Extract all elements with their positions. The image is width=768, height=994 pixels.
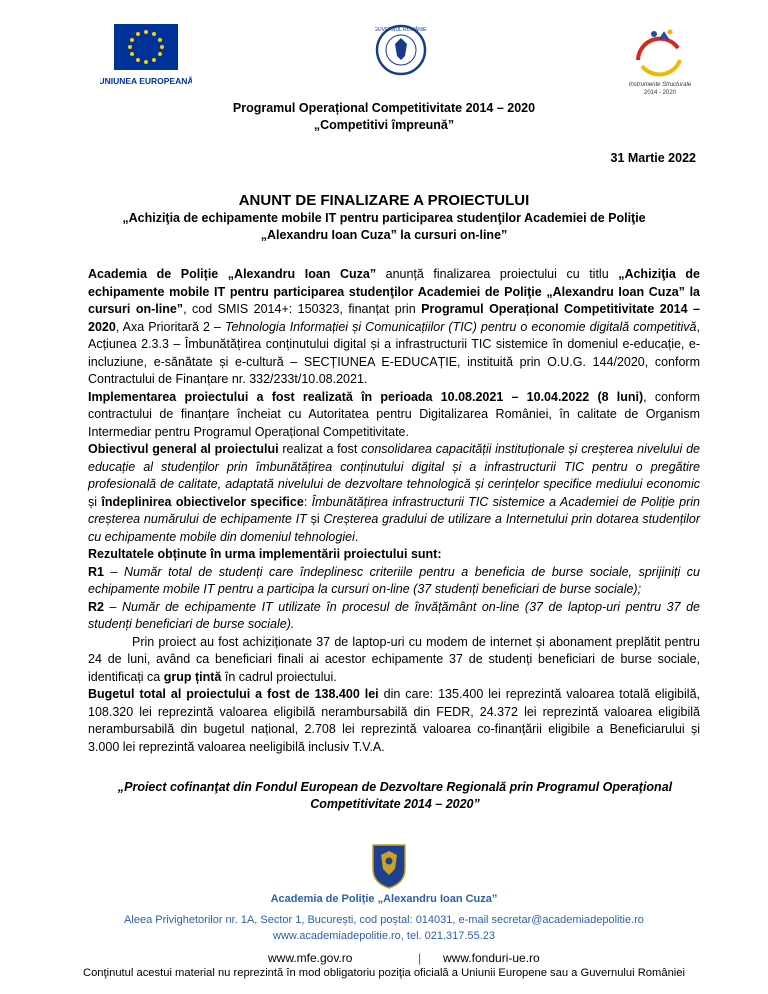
footer-disclaimer: Conţinutul acestui material nu reprezintă în mod obligatoriu poziţia oficială a Uniunii Europene sau a Guvernului României <box>83 967 685 979</box>
link-separator: | <box>418 951 422 965</box>
implementation-paragraph: Implementarea proiectului a fost realizată în perioada 10.08.2021 – 10.04.2022 (8 luni), conform contractului de finanțare încheiat cu Autoritatea pentru Digitalizarea României, în calitate de Organism Intermediar pentru Programul Operațional Competitivitate. <box>88 389 700 439</box>
svg-text:GUVERNUL ROMÂNIEI: GUVERNUL ROMÂNIEI <box>375 27 427 33</box>
eu-flag-icon <box>100 24 192 96</box>
structural-instruments-logo <box>620 20 700 100</box>
structural-instruments-icon <box>620 20 700 100</box>
document-date: 31 Martie 2022 <box>610 151 696 165</box>
project-title-line1: „Achiziţia de echipamente mobile IT pentru participarea studenţilor Academiei de Poliţie <box>122 211 646 225</box>
intro-paragraph: Academia de Poliție „Alexandru Ioan Cuza” anunță finalizarea proiectului cu titlu „Achiziţia de echipamente mobile IT pentru participarea studenţilor Academiei de Poliţie „Alexandru Ioan Cuza” la cursuri on-line”, cod SMIS 2014+: 150323, finanțat prin Programul Operațional Competitivitate 2014 – 2020, Axa Prioritară 2 – Tehnologia Informației și Comunicațiilor (TIC) pentru o economie digitală competitivă, Acțiunea 2.3.3 – Îmbunătățirea conținutului digital și a infrastructurii TIC sistemice în domeniul e-educație, e-incluziune, e-sănătate și e-cultură – SECȚIUNEA E-EDUCAȚIE, instituită prin O.U.G. 144/2020, conform Contractului de Finanțare nr. 332/233t/10.08.2021. <box>88 267 700 386</box>
fonduri-ue-link[interactable]: www.fonduri-ue.ro <box>443 951 540 965</box>
footer-website-phone: www.academiadepolitie.ro, tel. 021.317.55.23 <box>273 930 495 942</box>
government-seal-icon <box>375 22 427 80</box>
cofinance-statement: „Proiect cofinanţat din Fondul European de Dezvoltare Regională prin Programul Operaţional Competitivitate 2014 – 2020” <box>117 780 673 811</box>
footer-address: Aleea Privighetorilor nr. 1A, Sector 1, București, cod poștal: 014031, e-mail secretar@academiadepolitie.ro <box>124 914 644 926</box>
acquisition-paragraph: Prin proiect au fost achiziționate 37 de laptop-uri cu modem de internet și abonament preplătit pentru 24 de luni, având ca beneficiari finali ai acestor echipamente 37 de studenți beneficiari de burse sociale, identificați ca grup țintă în cadrul proiectului. <box>88 634 700 684</box>
svg-text:Instrumente Structurale: Instrumente Structurale <box>628 82 692 88</box>
svg-text:2014 - 2020: 2014 - 2020 <box>643 90 677 96</box>
budget-paragraph: Bugetul total al proiectului a fost de 138.400 lei din care: 135.400 lei reprezintă valoarea totală eligibilă, 108.320 lei reprezintă valoarea eligibilă nerambursabilă din FEDR, 24.372 lei reprezintă valoarea eligibilă nerambursabilă din bugetul național, 2.708 lei reprezintă valoarea co-finanțării eligibile a Beneficiarului și 3.000 lei reprezintă valoarea neeligibilă inclusiv T.V.A. <box>88 687 700 754</box>
result-r2: R2 – Număr de echipamente IT utilizate în procesul de învățământ on-line (37 de laptop-uri pentru 37 de studenți beneficiari de burse sociale). <box>88 599 700 631</box>
page-title: ANUNT DE FINALIZARE A PROIECTULUI <box>238 192 530 209</box>
academy-crest <box>369 843 409 889</box>
results-heading: Rezultatele obținute în urma implementării proiectului sunt: <box>88 547 442 561</box>
svg-text:UNIUNEA EUROPEANĂ: UNIUNEA EUROPEANĂ <box>100 76 192 86</box>
result-r1: R1 – Număr total de studenți care îndeplinesc criteriile pentru a beneficia de burse sociale, sprijiniți cu echipamente mobile IT pentru a participa la cursuri on-line (37 studenți beneficiari de burse sociale); <box>88 564 700 596</box>
eu-logo <box>100 24 192 96</box>
announcement-body <box>88 266 700 756</box>
government-logo <box>375 22 427 80</box>
program-slogan: „Competitivi împreună” <box>313 118 455 132</box>
mfe-link[interactable]: www.mfe.gov.ro <box>268 951 353 965</box>
academy-crest-icon <box>369 843 409 889</box>
objective-paragraph: Obiectivul general al proiectului realizat a fost consolidarea capacității instituționale și creșterea nivelului de educație al studenților prin îmbunătățirea conținutului digital și a infrastructurii TIC pentru o pregătire profesională de calitate, adaptată nivelului de dezvoltare tehnologică și cerințelor specifice mediului economic și îndeplinirea obiectivelor specifice: Îmbunătățirea infrastructurii TIC sistemice a Academiei de Poliție prin creșterea numărului de echipamente IT și Creșterea gradului de utilizare a Internetului prin dotarea studenților cu echipamente mobile din domeniul tehnologiei. <box>88 442 701 544</box>
footer-institution-name: Academia de Poliție „Alexandru Ioan Cuza” <box>270 893 498 905</box>
project-title-line2: „Alexandru Ioan Cuza” la cursuri on-line” <box>260 228 508 242</box>
program-name: Programul Operațional Competitivitate 2014 – 2020 <box>232 101 536 115</box>
